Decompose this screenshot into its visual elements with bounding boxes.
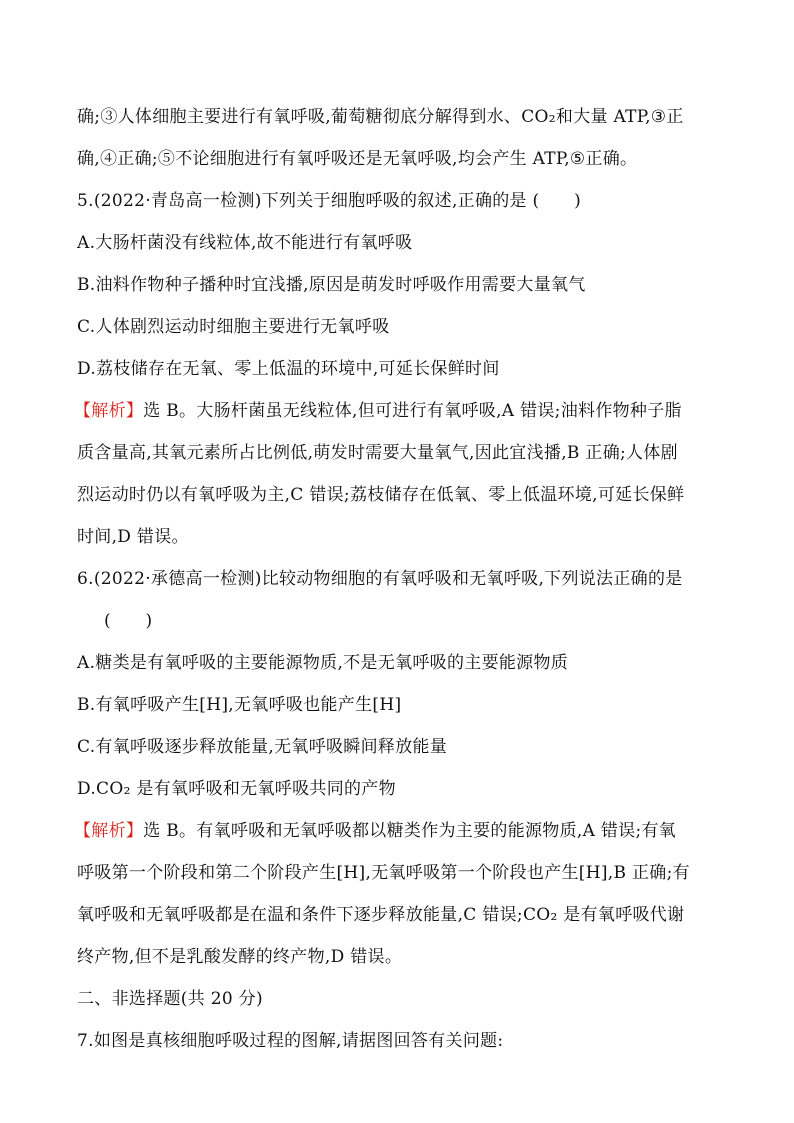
question-5-stem: 5.(2022·青岛高一检测)下列关于细胞呼吸的叙述,正确的是 ( ) xyxy=(77,191,582,211)
analysis-line: 质含量高,其氧元素所占比例低,萌发时需要大量氧气,因此宜浅播,B 正确;人体剧 xyxy=(77,443,678,463)
question-5-option-c: C.人体剧烈运动时细胞主要进行无氧呼吸 xyxy=(77,317,390,337)
question-6-option-b: B.有氧呼吸产生[H],无氧呼吸也能产生[H] xyxy=(77,695,402,715)
text-line: 确,④正确;⑤不论细胞进行有氧呼吸还是无氧呼吸,均会产生 ATP,⑤正确。 xyxy=(77,149,638,169)
analysis-tag: 【解析】 xyxy=(74,821,144,841)
question-6-answer-blank: ( ) xyxy=(104,611,153,631)
section-heading: 二、非选择题(共 20 分) xyxy=(77,989,263,1009)
question-6-stem: 6.(2022·承德高一检测)比较动物细胞的有氧呼吸和无氧呼吸,下列说法正确的是 xyxy=(77,569,683,589)
analysis-line: 终产物,但不是乳酸发酵的终产物,D 错误。 xyxy=(77,947,403,967)
question-5-option-d: D.荔枝储存在无氧、零上低温的环境中,可延长保鲜时间 xyxy=(77,359,500,379)
question-7-stem: 7.如图是真核细胞呼吸过程的图解,请据图回答有关问题: xyxy=(77,1031,504,1051)
analysis-line xyxy=(74,820,676,842)
question-5-option-b: B.油料作物种子播种时宜浅播,原因是萌发时呼吸作用需要大量氧气 xyxy=(77,275,586,295)
question-5-option-a: A.大肠杆菌没有线粒体,故不能进行有氧呼吸 xyxy=(77,233,413,253)
analysis-line: 时间,D 错误。 xyxy=(77,527,189,547)
question-6-option-c: C.有氧呼吸逐步释放能量,无氧呼吸瞬间释放能量 xyxy=(77,737,448,757)
analysis-line: 氧呼吸和无氧呼吸都是在温和条件下逐步释放能量,C 错误;CO₂ 是有氧呼吸代谢 xyxy=(77,905,685,925)
analysis-text: 选 B。大肠杆菌虽无线粒体,但可进行有氧呼吸,A 错误;油料作物种子脂 xyxy=(143,401,682,421)
analysis-tag: 【解析】 xyxy=(74,401,144,421)
analysis-line: 烈运动时仍以有氧呼吸为主,C 错误;荔枝储存在低氧、零上低温环境,可延长保鲜 xyxy=(77,485,685,505)
question-6-option-a: A.糖类是有氧呼吸的主要能源物质,不是无氧呼吸的主要能源物质 xyxy=(77,653,569,673)
analysis-line: 呼吸第一个阶段和第二个阶段产生[H],无氧呼吸第一个阶段也产生[H],B 正确;有 xyxy=(77,863,690,883)
analysis-line xyxy=(74,400,682,422)
question-6-option-d: D.CO₂ 是有氧呼吸和无氧呼吸共同的产物 xyxy=(77,779,396,799)
analysis-text: 选 B。有氧呼吸和无氧呼吸都以糖类作为主要的能源物质,A 错误;有氧 xyxy=(143,821,677,841)
text-line: 确;③人体细胞主要进行有氧呼吸,葡萄糖彻底分解得到水、CO₂和大量 ATP,③正 xyxy=(77,107,684,127)
